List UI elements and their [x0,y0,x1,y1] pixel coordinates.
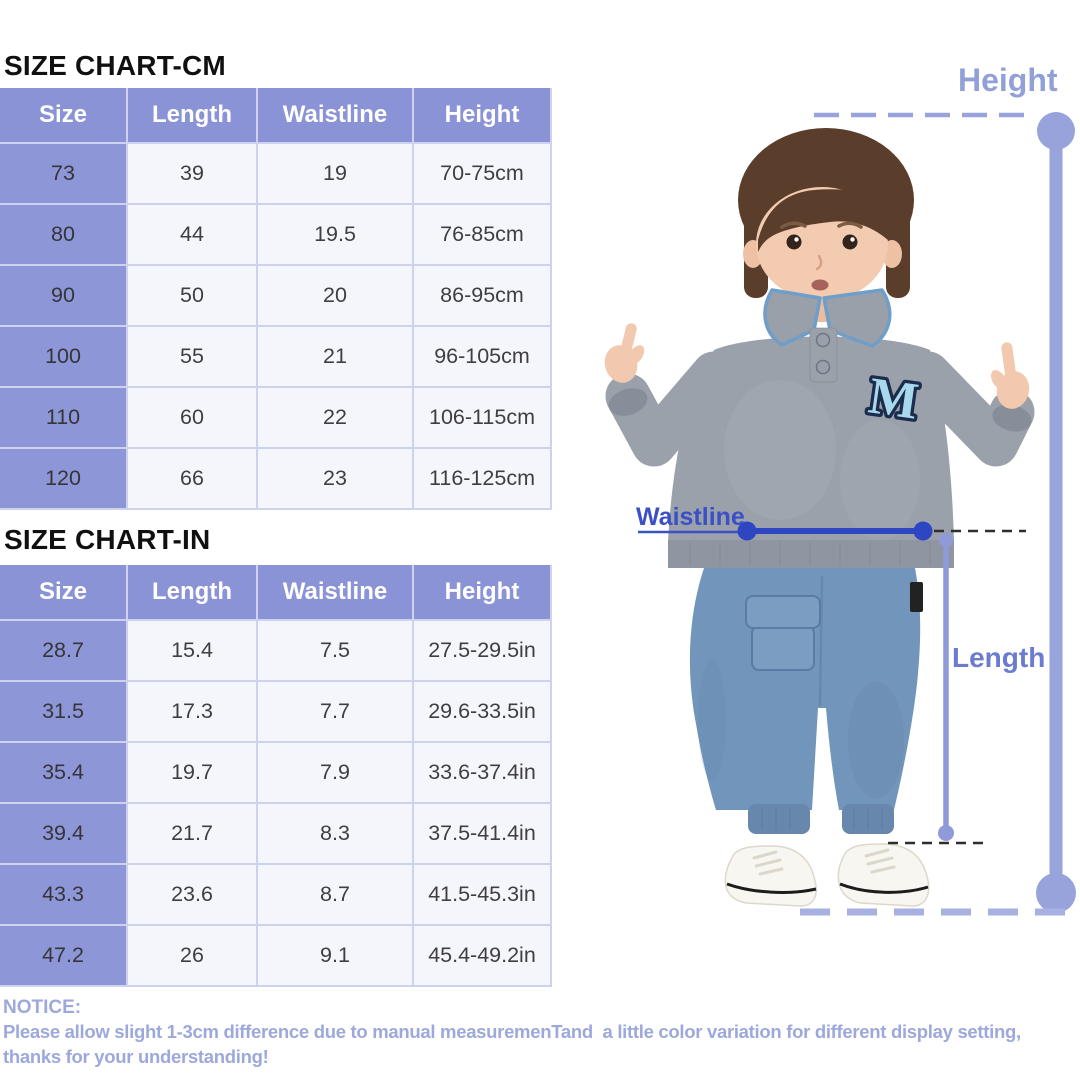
length-cell: 44 [128,205,256,264]
notice-line-2: thanks for your understanding! [3,1046,269,1067]
column-header-height: Height [414,88,550,142]
size-cell: 47.2 [0,926,126,985]
height-cell: 45.4-49.2in [414,926,550,985]
height-cell: 70-75cm [414,144,550,203]
waistline-cell: 22 [258,388,412,447]
length-cell: 66 [128,449,256,508]
waistline-label: Waistline [636,503,745,531]
size-cell: 80 [0,205,126,264]
height-cell: 86-95cm [414,266,550,325]
waistline-cell: 8.7 [258,865,412,924]
length-label: Length [952,642,1046,673]
waistline-cell: 9.1 [258,926,412,985]
height-cell: 37.5-41.4in [414,804,550,863]
size-cell: 120 [0,449,126,508]
length-cell: 21.7 [128,804,256,863]
waistline-cell: 7.5 [258,621,412,680]
waistline-cell: 20 [258,266,412,325]
size-chart-in-title: SIZE CHART-IN [4,524,211,555]
notice-title: NOTICE: [3,997,82,1018]
height-cell: 41.5-45.3in [414,865,550,924]
size-cell: 100 [0,327,126,386]
waistline-cell: 7.7 [258,682,412,741]
height-line-bottom-endpoint [1036,873,1076,913]
height-cell: 27.5-29.5in [414,621,550,680]
notice-line-1: Please allow slight 1-3cm difference due to manual measuremenTand a little color variation for different display setting, [3,1021,1021,1042]
length-line-bottom-endpoint [938,825,954,841]
height-cell: 33.6-37.4in [414,743,550,802]
length-cell: 55 [128,327,256,386]
size-chart-cm-title: SIZE CHART-CM [4,50,226,81]
length-cell: 39 [128,144,256,203]
column-header-length: Length [128,565,256,619]
size-cell: 90 [0,266,126,325]
height-cell: 96-105cm [414,327,550,386]
length-line-top-endpoint [939,533,953,547]
length-cell: 23.6 [128,865,256,924]
size-cell: 110 [0,388,126,447]
size-cell: 39.4 [0,804,126,863]
column-header-size: Size [0,88,126,142]
size-cell: 28.7 [0,621,126,680]
waistline-cell: 7.9 [258,743,412,802]
size-cell: 35.4 [0,743,126,802]
column-header-waistline: Waistline [258,565,412,619]
length-cell: 26 [128,926,256,985]
column-header-waistline: Waistline [258,88,412,142]
height-cell: 106-115cm [414,388,550,447]
waistline-cell: 19.5 [258,205,412,264]
height-cell: 29.6-33.5in [414,682,550,741]
waistline-cell: 23 [258,449,412,508]
waistline-right-endpoint [914,522,933,541]
waistline-cell: 21 [258,327,412,386]
height-cell: 76-85cm [414,205,550,264]
column-header-height: Height [414,565,550,619]
height-label: Height [958,62,1058,98]
column-header-length: Length [128,88,256,142]
length-cell: 60 [128,388,256,447]
length-cell: 19.7 [128,743,256,802]
length-cell: 15.4 [128,621,256,680]
column-header-size: Size [0,565,126,619]
height-line-top-endpoint [1037,112,1075,150]
svg-text:M: M [865,367,922,431]
size-cell: 73 [0,144,126,203]
height-cell: 116-125cm [414,449,550,508]
waistline-cell: 19 [258,144,412,203]
waistline-cell: 8.3 [258,804,412,863]
size-cell: 43.3 [0,865,126,924]
size-cell: 31.5 [0,682,126,741]
length-cell: 17.3 [128,682,256,741]
length-cell: 50 [128,266,256,325]
